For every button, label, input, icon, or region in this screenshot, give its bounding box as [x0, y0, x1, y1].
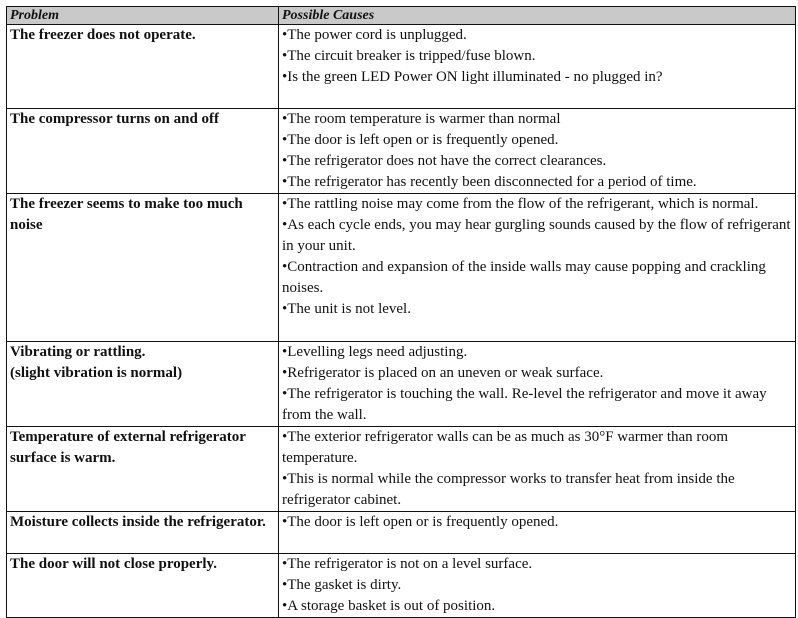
problem-cell — [7, 25, 279, 109]
causes-cell — [279, 427, 796, 512]
problem-text: The freezer does not operate. — [10, 27, 196, 43]
problem-cell — [7, 427, 279, 512]
cause-item: •The power cord is unplugged. — [282, 27, 467, 43]
cause-item: •The gasket is dirty. — [282, 577, 402, 593]
problem-text: Moisture collects inside the refrigerator. — [10, 514, 266, 530]
problem-note: (slight vibration is normal) — [10, 365, 183, 381]
cause-item: •The room temperature is warmer than normal — [282, 111, 561, 127]
table-row — [7, 25, 796, 109]
table-row — [7, 427, 796, 512]
problem-text: The compressor turns on and off — [10, 111, 220, 127]
table-row — [7, 554, 796, 618]
table-row — [7, 512, 796, 554]
table-row — [7, 194, 796, 342]
document-page — [6, 6, 795, 618]
cause-item: •Is the green LED Power ON light illuminated - no plugged in? — [282, 69, 663, 85]
cause-item: •The refrigerator does not have the correct clearances. — [282, 153, 607, 169]
cause-item: •Contraction and expansion of the inside walls may cause popping and crackling noises. — [282, 259, 766, 296]
causes-column-header: Possible Causes — [279, 7, 796, 25]
problem-text: Temperature of external refrigerator surface is warm. — [10, 429, 246, 466]
cause-item: •The door is left open or is frequently opened. — [282, 132, 559, 148]
cause-item: •The circuit breaker is tripped/fuse blown. — [282, 48, 536, 64]
cause-item: •The refrigerator has recently been disconnected for a period of time. — [282, 174, 697, 190]
cause-item: •The refrigerator is not on a level surface. — [282, 556, 533, 572]
cause-item: •The exterior refrigerator walls can be as much as 30°F warmer than room temperature. — [282, 429, 729, 466]
problem-cell — [7, 554, 279, 618]
cause-item: •The rattling noise may come from the flow of the refrigerant, which is normal. — [282, 196, 759, 212]
causes-cell — [279, 25, 796, 109]
cause-item: •As each cycle ends, you may hear gurgling sounds caused by the flow of refrigerant in your unit. — [282, 217, 791, 254]
header-row — [7, 7, 796, 25]
troubleshooting-table — [6, 6, 796, 618]
problem-text: Vibrating or rattling. — [10, 344, 146, 360]
cause-item: •The door is left open or is frequently opened. — [282, 514, 559, 530]
table-row — [7, 109, 796, 194]
table-row — [7, 342, 796, 427]
causes-cell — [279, 194, 796, 342]
cause-item: •This is normal while the compressor works to transfer heat from inside the refrigerator cabinet. — [282, 471, 735, 508]
causes-cell — [279, 342, 796, 427]
causes-cell — [279, 109, 796, 194]
causes-cell — [279, 554, 796, 618]
problem-cell — [7, 342, 279, 427]
problem-cell — [7, 512, 279, 554]
problem-cell — [7, 194, 279, 342]
causes-cell — [279, 512, 796, 554]
problem-text: The door will not close properly. — [10, 556, 217, 572]
problem-text: The freezer seems to make too much noise — [10, 196, 243, 233]
problem-cell — [7, 109, 279, 194]
problem-column-header: Problem — [7, 7, 279, 25]
cause-item: •Refrigerator is placed on an uneven or weak surface. — [282, 365, 604, 381]
cause-item: •The refrigerator is touching the wall. Re-level the refrigerator and move it away from the wall. — [282, 386, 767, 423]
cause-item: •A storage basket is out of position. — [282, 598, 496, 614]
cause-item: •Levelling legs need adjusting. — [282, 344, 468, 360]
cause-item: •The unit is not level. — [282, 301, 411, 317]
